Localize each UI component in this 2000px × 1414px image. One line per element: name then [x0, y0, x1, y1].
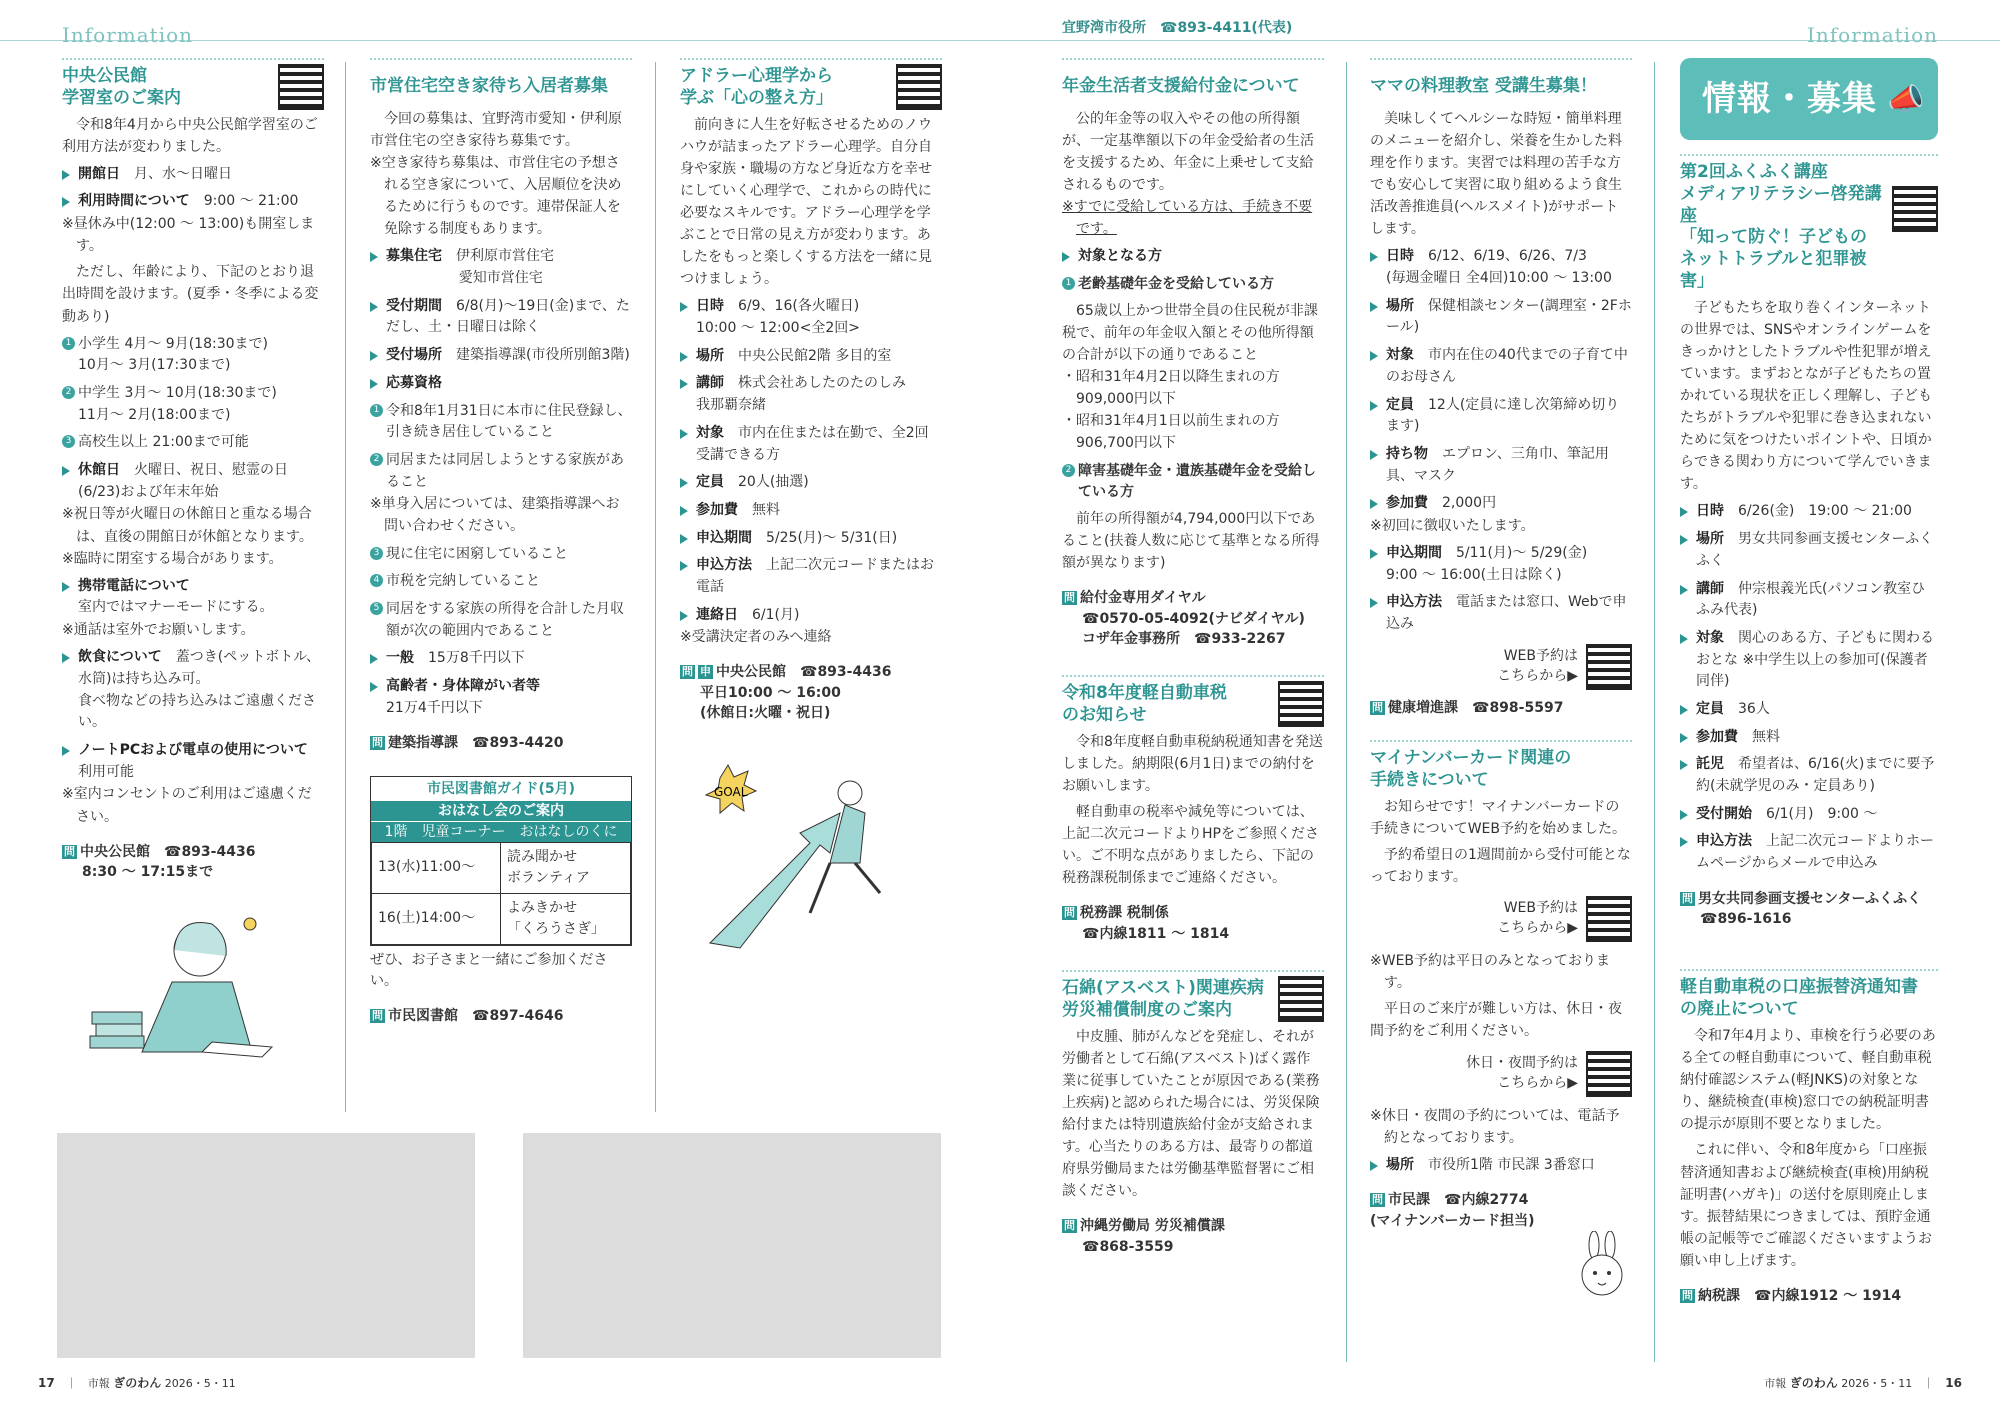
svg-text:GOAL: GOAL: [714, 785, 748, 800]
income-general: 一般 15万8千円以下: [370, 648, 632, 670]
contact: 問 申 中央公民館 ☎893-4436 平日10:00 〜 16:00 (休館日:火曜・祝日): [682, 664, 892, 722]
income-elderly: 高齢者・身体障がい者等 21万4千円以下: [370, 676, 632, 719]
fee: 参加費 無料: [680, 500, 942, 522]
target: 対象 市内在住の40代までの子育て中のお母さん: [1370, 345, 1632, 388]
storytime-title: おはなし会のご案内: [371, 801, 631, 821]
condition-b: ・昭和31年4月1日以前生まれの方 906,700円以下: [1062, 413, 1280, 452]
table-row: 16(土)14:00〜 よみきかせ 「くろうさぎ」: [372, 893, 631, 944]
note: ※通話は室外でお願いします。: [62, 622, 255, 639]
app-place: 受付場所 建築指導課(市役所別館3階): [370, 345, 632, 367]
belongings: 持ち物 エプロン、三角巾、筆記用具、マスク: [1370, 444, 1632, 487]
place: 場所 男女共同参画支援センターふくふく: [1680, 529, 1938, 572]
elementary: 1 小学生 4月〜 9月(18:30まで) 10月〜 3月(17:30まで): [62, 334, 324, 377]
column-divider: [1346, 62, 1347, 1362]
pc-rule: ノートPCおよび電卓の使用について 利用可能: [62, 740, 324, 783]
note: ※WEB予約は平日のみとなっております。: [1370, 953, 1611, 992]
note: ※昼休み中(12:00 〜 13:00)も開室します。: [62, 216, 315, 255]
holiday-text: 平日のご来庁が難しい方は、休日・夜間予約をご利用ください。: [1370, 1001, 1622, 1040]
intro-text: 今回の募集は、宜野湾市愛知・伊利原市営住宅の空き家待ち募集です。: [370, 110, 622, 149]
article-title: 中央公民館 学習室のご案内: [62, 58, 324, 110]
qualification-3: 3 現に住宅に困窮していること: [370, 544, 632, 566]
header-rule: [0, 40, 2000, 41]
app-period: 申込期間 5/11(月)〜 5/29(金) 9:00 〜 16:00(土日は除く): [1370, 543, 1632, 586]
column-divider: [345, 62, 346, 1112]
app-method: 申込方法 電話または窓口、Webで申込み: [1370, 592, 1632, 635]
ad-placeholder: [57, 1133, 475, 1358]
fukufuku-title: 第2回ふくふく講座 メディアリテラシー啓発講座 「知って防ぐ！子どもの ネットトラブルと犯罪被害」: [1680, 154, 1938, 293]
place: 場所 保健相談センター(調理室・2Fホール): [1370, 296, 1632, 339]
app-method: 申込方法 上記二次元コードまたはお電話: [680, 555, 942, 598]
note: ※臨時に閉室する場合があります。: [62, 550, 283, 567]
article-title: ママの料理教室 受講生募集！: [1370, 58, 1632, 104]
qr-code[interactable]: [1278, 681, 1324, 727]
library-title: 市民図書館ガイド(5月): [371, 777, 631, 801]
storytime-location: 1階 児童コーナー おはなしのくに: [371, 821, 631, 842]
lecturer: 講師 仲宗根義光氏(パソコン教室ひふみ代表): [1680, 579, 1938, 622]
place: 場所 中央公民館2階 多目的室: [680, 346, 942, 368]
contact: 問 給付金専用ダイヤル ☎0570-05-4092(ナビダイヤル) コザ年金事務所 ☎933-2267: [1064, 590, 1305, 647]
qr-code[interactable]: [1892, 186, 1938, 232]
holiday-reservation-link[interactable]: 休日・夜間予約は こちらから▶: [1370, 1051, 1632, 1097]
asbestos-title: 石綿(アスベスト)関連疾病 労災補償制度のご案内: [1062, 970, 1324, 1022]
note: ※休日・夜間の予約については、電話予約となっております。: [1370, 1107, 1620, 1146]
info-recruit-column: [1680, 58, 1938, 1306]
app-period: 受付期間 6/8(月)〜19日(金)まで、ただし、土・日曜日は除く: [370, 296, 632, 339]
intro-text: 美味しくてヘルシーな時短・簡単料理のメニューを紹介し、栄養を生かした料理を作ります。実習では料理の苦手な方でも安心して実習に取り組めるよう食生活改善推進員(ヘルスメイト)がサポートします。: [1370, 110, 1622, 238]
pension-article: [1062, 58, 1324, 1257]
qualification-1: 1 令和8年1月31日に本市に住民登録し、引き続き居住していること: [370, 401, 632, 444]
eligible: 対象となる方: [1062, 246, 1324, 268]
footer-left: 17 ｜ 市報 ぎのわん 2026・5・11: [38, 1376, 236, 1390]
contact-date: 連絡日 6/1(月): [680, 605, 942, 627]
library-note: ぜひ、お子さまと一緒にご参加ください。: [370, 951, 608, 989]
footer-right: 市報 ぎのわん 2026・5・11 ｜ 16: [1764, 1376, 1962, 1390]
ad-placeholder: [523, 1133, 941, 1358]
place: 場所 市役所1階 市民課 3番窓口: [1370, 1155, 1632, 1177]
note: ※空き家待ち募集は、市営住宅の予想される空き家について、入居順位を決めるために行うものです。連帯保証人を免除する制度もあります。: [370, 154, 622, 238]
housing-target: 募集住宅 伊利原市営住宅 愛知市営住宅: [370, 246, 632, 289]
my-number-title: マイナンバーカード関連の 手続きについて: [1370, 740, 1632, 792]
debit-text: 令和7年4月より、車検を行う必要のある全ての軽自動車について、軽自動車税納付確認システム(軽JNKS)の対象となり、継続検査(車検)窓口での納税証明書の提示が原則不要となりました。: [1680, 1027, 1936, 1133]
inquiry-icon: 問: [1064, 906, 1075, 920]
qr-code: [1586, 644, 1632, 690]
capacity: 定員 20人(抽選): [680, 472, 942, 494]
elderly-condition: 65歳以上かつ世帯全員の住民税が非課税で、前年の年金収入額とその他所得額の合計が以下の通りであること: [1062, 302, 1318, 363]
public-housing-article: [370, 58, 632, 1026]
apply-icon: 申: [700, 665, 711, 679]
condition-a: ・昭和31年4月2日以降生まれの方 909,000円以下: [1062, 369, 1280, 408]
capacity: 定員 12人(定員に達し次第締め切ります): [1370, 395, 1632, 438]
target: 対象 関心のある方、子どもに関わるおとな ※中学生以上の参加可(保護者同伴): [1680, 628, 1938, 693]
inquiry-icon: 問: [1682, 1289, 1693, 1303]
tax-text-2: 軽自動車の税率や減免等については、上記二次元コードよりHPをご参照ください。ご不明な点がありましたら、下記の税務課税制係までご連絡ください。: [1062, 803, 1319, 887]
contact: 問 納税課 ☎内線1912 〜 1914: [1682, 1288, 1902, 1305]
contact: 問 市民課 ☎内線2774 (マイナンバーカード担当): [1370, 1192, 1535, 1229]
article-title: 市営住宅空き家待ち入居者募集: [370, 58, 632, 104]
reception-start: 受付開始 6/1(月) 9:00 〜: [1680, 804, 1938, 826]
inquiry-icon: 問: [1064, 591, 1075, 605]
capacity: 定員 36人: [1680, 699, 1938, 721]
childcare: 託児 希望者は、6/16(火)までに要予約(未就学児のみ・定員あり): [1680, 754, 1938, 797]
article-title: アドラー心理学から 学ぶ「心の整え方」: [680, 58, 942, 110]
kei-car-tax-title: 令和8年度軽自動車税 のお知らせ: [1062, 675, 1324, 727]
inquiry-icon: 問: [1372, 700, 1383, 714]
inquiry-icon: 問: [64, 844, 75, 858]
note: ※単身入居については、建築指導課へお問い合わせください。: [370, 496, 620, 535]
megaphone-icon: 📣: [1887, 81, 1926, 117]
table-row: 13(水)11:00〜 読み聞かせ ボランティア: [372, 842, 631, 893]
inquiry-icon: 問: [682, 665, 693, 679]
contact: 問 市民図書館 ☎897-4646: [372, 1007, 564, 1024]
fee: 参加費 2,000円: [1370, 493, 1632, 515]
column-divider: [655, 62, 656, 1112]
inquiry-icon: 問: [1682, 891, 1693, 905]
disability-pension: 2 障害基礎年金・遺族基礎年金を受給している方: [1062, 461, 1324, 504]
fee: 参加費 無料: [1680, 727, 1938, 749]
note: ※初回に徴収いたします。: [1370, 517, 1535, 534]
inquiry-icon: 問: [372, 1008, 383, 1022]
app-method: 申込方法 上記二次元コードよりホームページからメールで申込み: [1680, 831, 1938, 874]
qr-code: [1586, 896, 1632, 942]
web-reservation-link[interactable]: WEB予約は こちらから▶: [1370, 644, 1632, 690]
date: 日時 6/26(金) 19:00 〜 21:00: [1680, 501, 1938, 523]
closed-days: 休館日 火曜日、祝日、慰霊の日(6/23)および年末年始: [62, 460, 324, 503]
contact: 問 沖縄労働局 労災補償課 ☎868-3559: [1064, 1218, 1225, 1255]
cooking-class-article: [1370, 58, 1632, 1231]
app-period: 申込期間 5/25(月)〜 5/31(日): [680, 528, 942, 550]
inquiry-icon: 問: [1372, 1193, 1383, 1207]
web-reservation-link[interactable]: WEB予約は こちらから▶: [1370, 896, 1632, 942]
food-rule: 飲食について 蓋つき(ペットボトル、水筒)は持ち込み可。 食べ物などの持ち込みはご遠慮ください。: [62, 647, 324, 734]
qr-code[interactable]: [278, 64, 324, 110]
note: ※すでに受給している方は、手続き不要です。: [1062, 199, 1313, 238]
age-text: ただし、年齢により、下記のとおり退出時間を設けます。(夏季・冬季による変動あり): [62, 264, 319, 325]
contact: 問 中央公民館 ☎893-4436 8:30 〜 17:15まで: [64, 843, 256, 880]
storytime-table: [371, 842, 631, 945]
debit-text-2: これに伴い、令和8年度から「口座振替済通知書および継続検査(車検)用納税証明書(ハガキ)」の送付を原則廃止します。振替結果につきましては、預貯金通帳の記帳等でご確認くださいますようお願い申し上げます。: [1680, 1142, 1932, 1269]
high-school: 3 高校生以上 21:00まで可能: [62, 432, 324, 454]
studying-woman-illustration: [82, 902, 282, 1062]
header-info-left: Information: [62, 23, 194, 47]
contact: 問 建築指導課 ☎893-4420: [372, 735, 564, 752]
note: ※室内コンセントのご利用はご遠慮ください。: [62, 786, 312, 825]
library-guide: [370, 776, 632, 946]
qualification-2: 2 同居または同居しようとする家族があること: [370, 450, 632, 493]
goal-runner-illustration: [680, 753, 930, 953]
lecturer: 講師 株式会社あしたのたのしみ 我那覇奈緒: [680, 373, 942, 416]
adler-psychology-article: [680, 58, 942, 960]
note: ※受講決定者のみへ連絡: [680, 629, 832, 646]
my-number-text: お知らせです！マイナンバーカードの手続きについてWEB予約を始めました。: [1370, 798, 1627, 837]
note: ※祝日等が火曜日の休館日と重なる場合は、直後の開館日が休館となります。: [62, 506, 313, 545]
inquiry-icon: 問: [1064, 1219, 1075, 1233]
intro-text: 公的年金等の収入やその他の所得額が、一定基準額以下の年金受給者の生活を支援するため、年金に上乗せして支給されるものです。: [1062, 110, 1314, 194]
intro-text: 前向きに人生を好転させるためのノウハウが詰まったアドラー心理学。自分自身や家族・職場の方など身近な方を幸せにしていく心理学で、これからの時代に必要なスキルです。アドラー心理学を学ぶことで日常の見え方が変わります。あしたをもっと楽しくする方法を一緒に見つけましょう。: [680, 116, 932, 288]
date: 日時 6/12、6/19、6/26、7/3 (毎週金曜日 全4回)10:00 〜 13:00: [1370, 246, 1632, 289]
community-center-article: [62, 58, 324, 1069]
date: 日時 6/9、16(各火曜日) 10:00 〜 12:00<全2回>: [680, 296, 942, 339]
contact: 問 健康増進課 ☎898-5597: [1372, 699, 1564, 716]
hours: 利用時間について 9:00 〜 21:00: [62, 191, 324, 213]
header-info-right: Information: [1806, 23, 1938, 47]
qr-code: [1586, 1051, 1632, 1097]
elderly-pension: 1 老齢基礎年金を受給している方: [1062, 274, 1324, 296]
direct-debit-title: 軽自動車税の口座振替済通知書 の廃止について: [1680, 969, 1938, 1021]
contact: 問 税務課 税制係 ☎内線1811 〜 1814: [1064, 905, 1230, 942]
qualifications: 応募資格: [370, 373, 632, 395]
phone-rule: 携帯電話について 室内ではマナーモードにする。: [62, 576, 324, 619]
qualification-5: 5 同居をする家族の所得を合計した月収額が次の範囲内であること: [370, 599, 632, 642]
tax-text: 令和8年度軽自動車税納税通知書を発送しました。納期限(6月1日)までの納付をお願いします。: [1062, 733, 1323, 794]
qr-code[interactable]: [1278, 976, 1324, 1022]
column-divider: [1654, 62, 1655, 1362]
qr-code[interactable]: [896, 64, 942, 110]
my-number-text-2: 予約希望日の1週間前から受付可能となっております。: [1370, 846, 1631, 885]
intro-text: 令和8年4月から中央公民館学習室のご利用方法が変わりました。: [62, 116, 318, 155]
article-title: 年金生活者支援給付金について: [1062, 58, 1324, 104]
contact: 問 男女共同参画支援センターふくふく ☎896-1616: [1682, 890, 1922, 928]
target: 対象 市内在住または在勤で、全2回受講できる方: [680, 423, 942, 466]
asbestos-text: 中皮腫、肺がんなどを発症し、それが労働者として石綿(アスベスト)ばく露作業に従事していたことが原因である(業務上疾病)と認められた場合には、労災保険給付または特別遺族給付金が支給されます。心当たりのある方は、最寄りの都道府県労働局または労働基準監督署にご相談ください。: [1062, 1028, 1320, 1200]
intro-text: 子どもたちを取り巻くインターネットの世界では、SNSやオンラインゲームをきっかけとしたトラブルや性犯罪が増えています。まずおとなが子どもたちの置かれている現状を正しく理解し、子どもたちがトラブルや犯罪に巻き込まれないために気をつけたいポイントや、日頃からできる関わり方について学んでいきます。: [1680, 299, 1932, 493]
disability-condition: 前年の所得額が4,794,000円以下であること(扶養人数に応じて基準となる所得額が異なります): [1062, 510, 1320, 572]
open-days: 開館日 月、水〜日曜日: [62, 164, 324, 186]
qualification-4: 4 市税を完納していること: [370, 571, 632, 593]
inquiry-icon: 問: [372, 736, 383, 750]
junior-high: 2 中学生 3月〜 10月(18:30まで) 11月〜 2月(18:00まで): [62, 383, 324, 426]
info-recruit-banner: 情報・募集 📣: [1680, 58, 1938, 140]
rabbit-mascot-icon: [1572, 1231, 1632, 1311]
city-hall-phone: 宜野湾市役所 ☎893-4411(代表): [1062, 20, 1293, 36]
